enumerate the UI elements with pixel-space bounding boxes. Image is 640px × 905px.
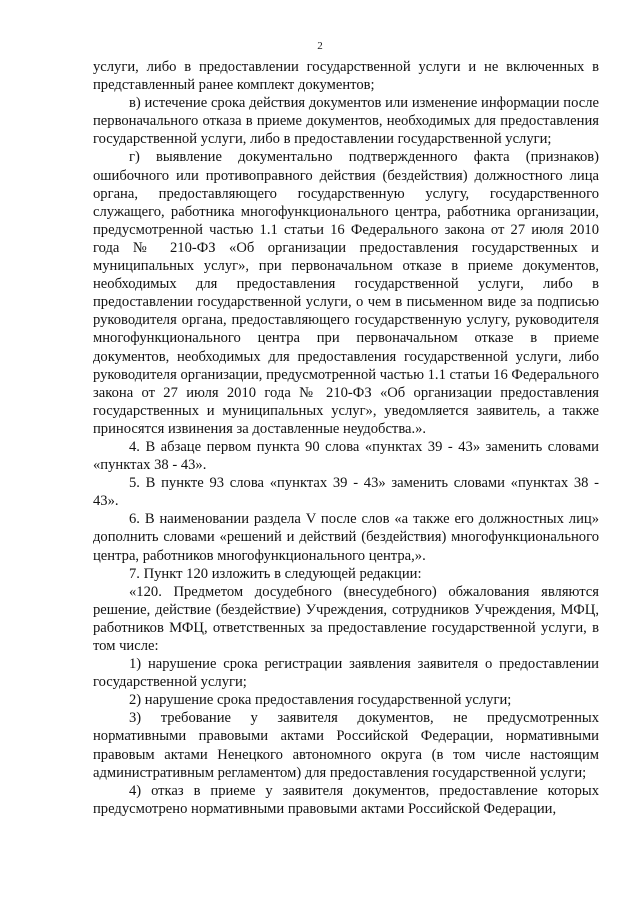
paragraph-6: 6. В наименовании раздела V после слов «а также его должностных лиц» дополнить словами «решений и действий (бездействия) многофункционального центра, работников многофункционального центра,». <box>93 511 599 564</box>
paragraph-120-item-1: 1) нарушение срока регистрации заявления заявителя о предоставлении государственной услуги; <box>93 656 599 691</box>
paragraph-120-item-3: 3) требование у заявителя документов, не предусмотренных нормативными правовыми актами Российской Федерации, нормативными правовым актами Ненецкого автономного округа (в том числе настоящим административным регламентом) для предоставления государственной услуги; <box>93 710 599 781</box>
paragraph-120-item-2: 2) нарушение срока предоставления государственной услуги; <box>129 692 512 709</box>
paragraph-item-g: г) выявление документально подтвержденного факта (признаков) ошибочного или противоправного действия (бездействия) должностного лица органа, предоставляющего государственную услугу, государственного служащего, работника многофункционального центра, работника организации, предусмотренной частью 1.1 статьи 16 Федерального закона от 27 июля 2010 года № 210-ФЗ «Об организации предоставления государственных и муниципальных услуг», при первоначальном отказе в приеме документов, необходимых для предоставления государственной услуги, либо в предоставлении государственной услуги, о чем в письменном виде за подписью руководителя органа, предоставляющего государственную услугу, руководителя многофункционального центра при первоначальном отказе в приеме документов, необходимых для предоставления государственной услуги, либо руководителя организации, предусмотренной частью 1.1 статьи 16 Федерального закона от 27 июля 2010 года № 210-ФЗ «Об организации предоставления государственных и муниципальных услуг», уведомляется заявитель, а также приносятся извинения за доставленные неудобства.». <box>93 149 599 437</box>
paragraph-5: 5. В пункте 93 слова «пунктах 39 - 43» заменить словами «пунктах 38 - 43». <box>93 475 599 510</box>
paragraph-4: 4. В абзаце первом пункта 90 слова «пунктах 39 - 43» заменить словами «пунктах 38 - 43». <box>93 438 599 474</box>
paragraph-120: «120. Предметом досудебного (внесудебного) обжалования являются решение, действие (бездействие) Учреждения, сотрудников Учреждения, МФЦ, работников МФЦ, ответственных за предоставление государственной услуги, в том числе: <box>93 583 599 654</box>
paragraph-item-v: в) истечение срока действия документов или изменение информации после первоначального отказа в приеме документов, необходимых для предоставления государственной услуги, либо в предоставлении государственной услуги; <box>93 95 599 148</box>
document-body <box>93 58 599 818</box>
paragraph-120-item-4: 4) отказ в приеме у заявителя документов, предоставление которых предусмотрено нормативными правовыми актами Российской Федерации, <box>93 782 599 817</box>
page-number: 2 <box>317 40 323 52</box>
paragraph-continuation: услуги, либо в предоставлении государственной услуги и не включенных в представленный ранее комплект документов; <box>93 59 599 94</box>
paragraph-7: 7. Пункт 120 изложить в следующей редакции: <box>129 565 422 582</box>
